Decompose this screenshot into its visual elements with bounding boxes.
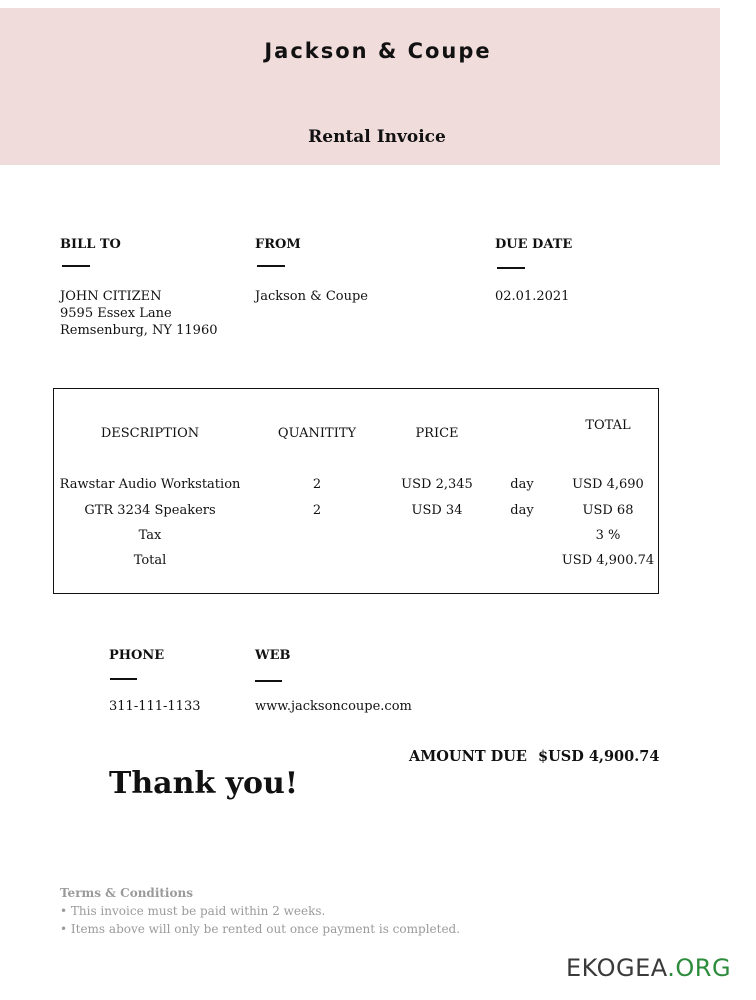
tax-value: 3 % — [595, 528, 621, 543]
terms-item-2: • Items above will only be rented out once payment is completed. — [60, 922, 461, 936]
web-value: www.jacksoncoupe.com — [255, 699, 412, 714]
bill-to-divider — [62, 265, 90, 267]
total-label: Total — [133, 553, 167, 568]
row-2-total: USD 68 — [582, 503, 634, 518]
row-1-total: USD 4,690 — [572, 477, 644, 492]
due-date-label: DUE DATE — [495, 237, 573, 252]
row-1-price: USD 2,345 — [401, 477, 473, 492]
bill-to-city: Remsenburg, NY 11960 — [60, 323, 218, 338]
row-1-description: Rawstar Audio Workstation — [59, 477, 241, 492]
watermark-name: EKOGEA — [566, 954, 668, 982]
due-date-divider — [497, 267, 525, 269]
phone-divider — [110, 678, 137, 680]
terms-title: Terms & Conditions — [60, 886, 193, 900]
row-2-description: GTR 3234 Speakers — [84, 503, 216, 518]
row-1-quantity: 2 — [312, 477, 322, 492]
phone-value: 311-111-1133 — [109, 699, 201, 714]
bill-to-street: 9595 Essex Lane — [60, 306, 172, 321]
due-date-value: 02.01.2021 — [495, 289, 570, 304]
watermark-logo — [566, 954, 731, 982]
watermark-suffix: .ORG — [667, 954, 732, 982]
header-price: PRICE — [415, 426, 459, 441]
from-label: FROM — [255, 237, 301, 252]
phone-label: PHONE — [109, 648, 165, 663]
bill-to-label: BILL TO — [60, 237, 121, 252]
amount-due-label: AMOUNT DUE — [409, 748, 527, 765]
row-2-price: USD 34 — [411, 503, 463, 518]
web-divider — [255, 680, 282, 682]
terms-item-1: • This invoice must be paid within 2 weeks. — [60, 904, 326, 918]
invoice-title: Rental Invoice — [308, 127, 446, 147]
row-1-unit: day — [510, 477, 534, 492]
bill-to-name: JOHN CITIZEN — [60, 289, 162, 304]
header-quantity: QUANITITY — [277, 426, 357, 441]
thank-you-message: Thank you! — [109, 766, 299, 801]
from-divider — [257, 265, 285, 267]
header-description: DESCRIPTION — [100, 426, 200, 441]
row-2-quantity: 2 — [312, 503, 322, 518]
web-label: WEB — [255, 648, 291, 663]
row-2-unit: day — [510, 503, 534, 518]
tax-label: Tax — [138, 528, 162, 543]
from-name: Jackson & Coupe — [255, 289, 368, 304]
header-total: TOTAL — [585, 418, 631, 433]
company-title: Jackson & Coupe — [264, 39, 492, 63]
amount-due-value: $USD 4,900.74 — [538, 748, 660, 765]
total-value: USD 4,900.74 — [561, 553, 655, 568]
